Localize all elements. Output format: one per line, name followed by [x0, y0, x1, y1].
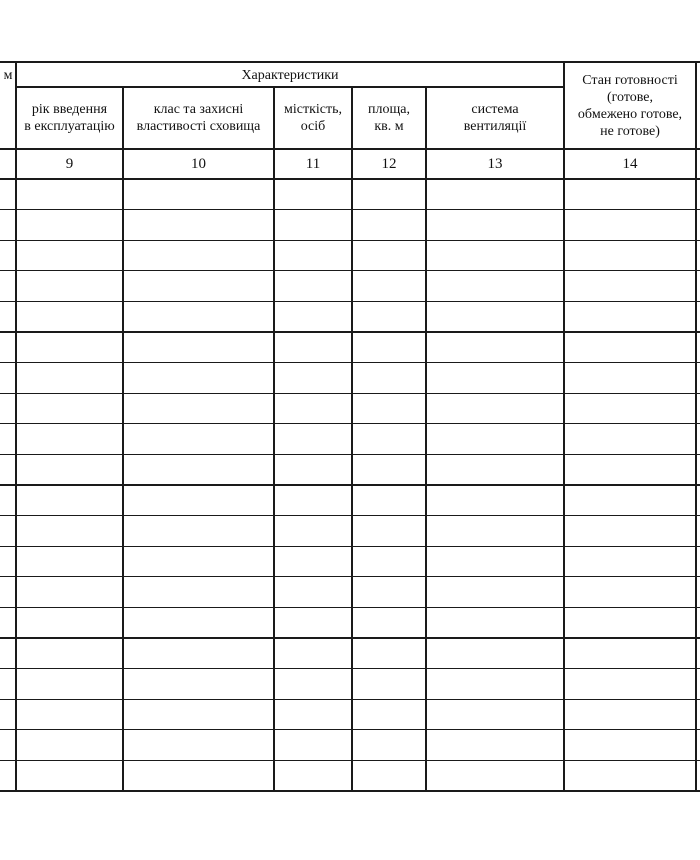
column-number-10: 10 — [191, 155, 206, 172]
header-commissioning-year: рік введення в експлуатацію — [24, 102, 115, 134]
column-number-14: 14 — [622, 155, 638, 172]
table-row — [16, 332, 700, 363]
table-top-border — [0, 61, 700, 62]
table-row — [16, 271, 700, 302]
table-row — [16, 730, 700, 761]
column-number-11: 11 — [305, 155, 321, 172]
table-row — [16, 424, 700, 455]
table-row — [16, 699, 700, 730]
header-capacity: місткість, осіб — [284, 102, 342, 134]
table-row — [16, 546, 700, 577]
table-row — [16, 240, 700, 271]
table-row — [16, 577, 700, 608]
table-row — [16, 485, 700, 516]
table-row — [16, 638, 700, 669]
column-number-13: 13 — [487, 155, 503, 172]
table-row — [16, 301, 700, 332]
truncated-column-header: м — [3, 67, 13, 83]
characteristics-group-header: Характеристики — [241, 67, 339, 83]
table-row — [16, 607, 700, 638]
header-area: площа, кв. м — [368, 102, 410, 134]
table-row — [16, 210, 700, 241]
table-row — [16, 393, 700, 424]
header-ventilation: система вентиляції — [463, 102, 527, 134]
header-bottom-border — [0, 148, 700, 149]
group-header-bottom-border — [16, 86, 564, 87]
column-number-12: 12 — [381, 155, 397, 172]
header-shelter-class: клас та захисні властивості сховища — [136, 102, 261, 134]
table-row — [16, 760, 700, 791]
table-row — [16, 454, 700, 485]
header-readiness-status: Стан готовності (готове, обмежено готове, не готове) — [577, 73, 683, 139]
table-row — [16, 179, 700, 210]
table-row — [16, 669, 700, 700]
column-number-9: 9 — [65, 155, 74, 172]
table-row — [16, 516, 700, 547]
table-row — [16, 363, 700, 394]
